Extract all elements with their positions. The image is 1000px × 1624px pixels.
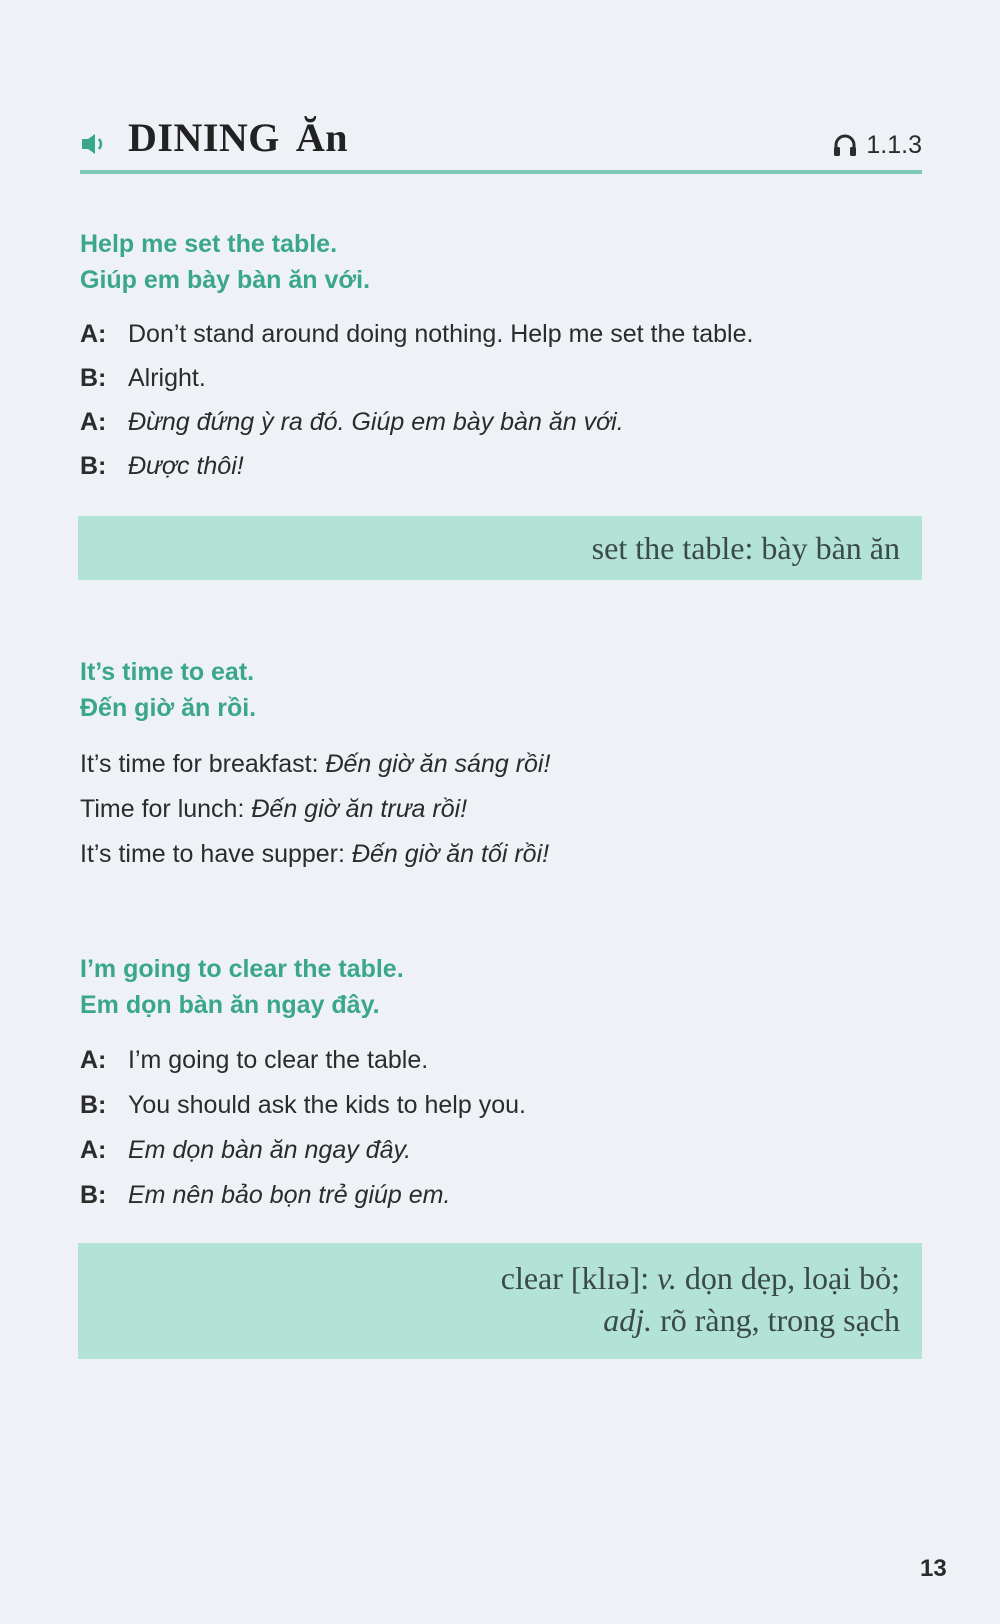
dialogue-text: Alright.: [128, 364, 206, 392]
dialogue-line: [80, 317, 753, 351]
vocab-note-clear: [78, 1243, 922, 1359]
speaker-icon: [80, 132, 108, 156]
dialogue-text: Em dọn bàn ăn ngay đây.: [128, 1136, 412, 1164]
example-line: [80, 792, 467, 826]
speaker-label: A:: [80, 408, 107, 436]
page-number: 13: [920, 1555, 947, 1582]
example-line: [80, 747, 550, 781]
vocab-note-line-2: [78, 1299, 900, 1341]
dialogue-line: [80, 1043, 428, 1077]
dialogue-text: Đừng đứng ỳ ra đó. Giúp em bày bàn ăn với.: [128, 408, 624, 436]
speaker-label: B:: [80, 452, 107, 480]
speaker-label: A:: [80, 320, 107, 348]
example-line: [80, 837, 549, 871]
speaker-label: A:: [80, 1046, 107, 1074]
dialogue-text: I’m going to clear the table.: [128, 1046, 429, 1074]
section2-heading-en: It’s time to eat.: [80, 658, 255, 686]
part-of-speech: v.: [657, 1260, 677, 1296]
vocab-note: set the table: bày bàn ăn: [78, 516, 922, 580]
dialogue-line: [80, 405, 624, 439]
title-vietnamese: Ăn: [295, 115, 349, 160]
speaker-label: B:: [80, 1181, 107, 1209]
speaker-label: B:: [80, 364, 107, 392]
dialogue-text: Don’t stand around doing nothing. Help me set the table.: [128, 320, 754, 348]
section1-heading-en: Help me set the table.: [80, 230, 338, 258]
example-en: It’s time for breakfast:: [80, 750, 319, 778]
part-of-speech: adj.: [603, 1302, 653, 1338]
page-header: [80, 112, 922, 176]
vocab-meaning: dọn dẹp, loại bỏ;: [684, 1260, 900, 1296]
page-title: [128, 114, 348, 161]
example-vn: Đến giờ ăn tối rồi!: [351, 840, 550, 868]
example-vn: Đến giờ ăn sáng rồi!: [325, 750, 551, 778]
section3-heading-vn: Em dọn bàn ăn ngay đây.: [80, 991, 380, 1019]
section1-heading-vn: Giúp em bày bàn ăn với.: [80, 266, 371, 294]
dialogue-line: [80, 449, 244, 483]
dialogue-line: [80, 361, 206, 395]
section2-heading-vn: Đến giờ ăn rồi.: [80, 694, 257, 722]
vocab-word: clear [klɪə]:: [500, 1260, 650, 1296]
speaker-label: B:: [80, 1091, 107, 1119]
speaker-label: A:: [80, 1136, 107, 1164]
title-english: DINING: [128, 115, 280, 160]
vocab-note-line-1: [78, 1257, 900, 1299]
dialogue-text: Em nên bảo bọn trẻ giúp em.: [128, 1181, 451, 1209]
example-en: It’s time to have supper:: [80, 840, 345, 868]
example-vn: Đến giờ ăn trưa rồi!: [251, 795, 468, 823]
dialogue-line: [80, 1178, 450, 1212]
section3-heading-en: I’m going to clear the table.: [80, 955, 404, 983]
vocab-meaning: rõ ràng, trong sạch: [660, 1302, 900, 1338]
dialogue-text: You should ask the kids to help you.: [128, 1091, 526, 1119]
dialogue-line: [80, 1133, 411, 1167]
dialogue-text: Được thôi!: [128, 452, 244, 480]
example-en: Time for lunch:: [80, 795, 245, 823]
dialogue-line: [80, 1088, 526, 1122]
headphone-icon: [832, 132, 858, 158]
track-number: 1.1.3: [866, 130, 922, 159]
header-divider: [80, 170, 922, 174]
audio-track: [832, 128, 922, 162]
